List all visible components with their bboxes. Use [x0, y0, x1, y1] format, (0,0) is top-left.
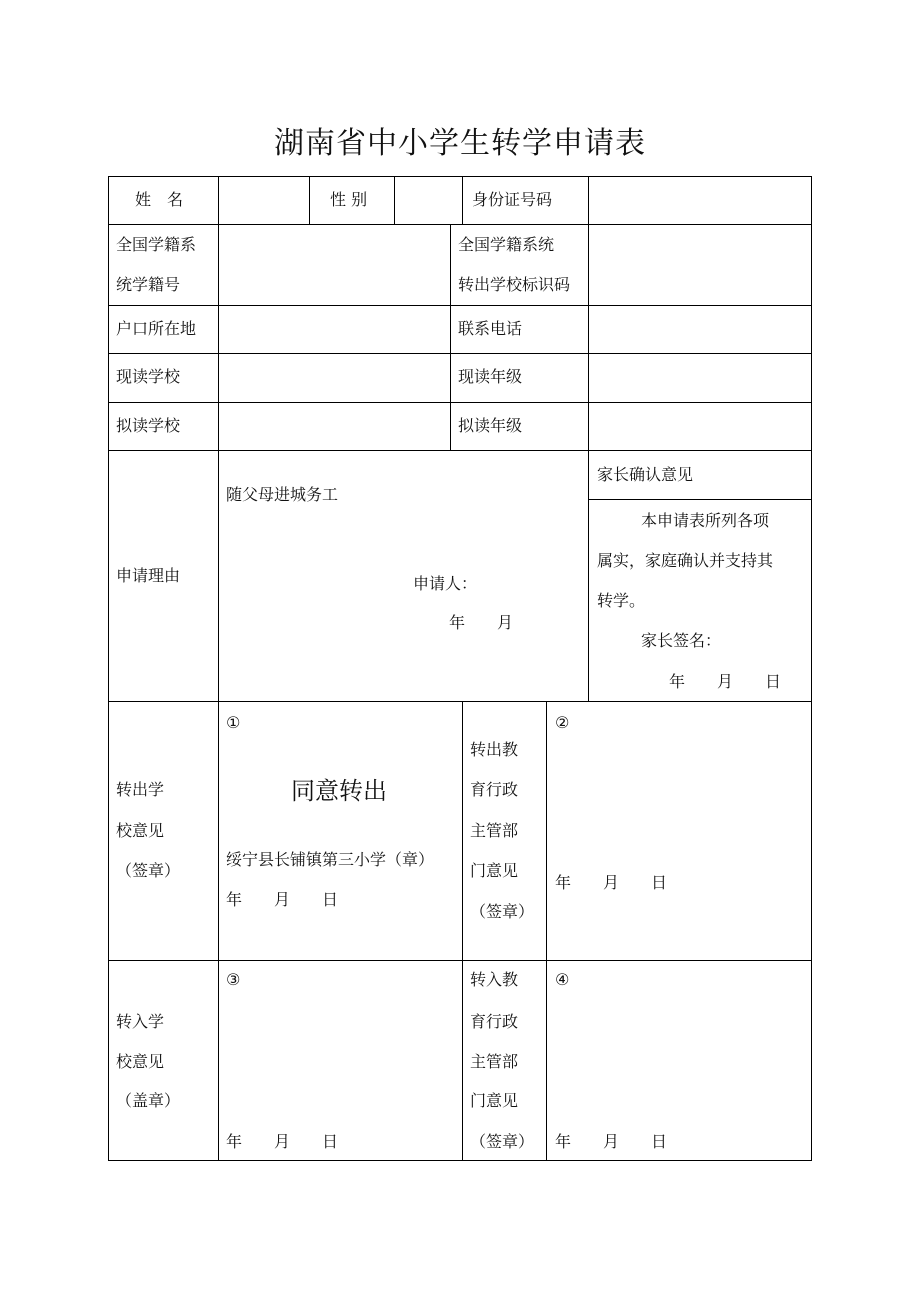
- hukou-field[interactable]: [219, 306, 450, 353]
- hukou-label: 户口所在地: [116, 319, 197, 338]
- student-registration-label: 统学籍号: [116, 275, 181, 294]
- transfer-in-school-label: 校意见: [116, 1052, 165, 1071]
- row-divider: [108, 701, 812, 702]
- gender-field[interactable]: [395, 177, 462, 224]
- student-registration-field[interactable]: [219, 225, 450, 305]
- current-grade-field[interactable]: [589, 354, 811, 402]
- current-grade-label: 现读年级: [458, 367, 523, 386]
- transfer-out-school-label: （签章）: [116, 861, 181, 880]
- transfer-out-edu-label: 转出教: [470, 740, 519, 759]
- parent-signature-label: 家长签名：: [641, 631, 722, 650]
- transfer-in-edu-label: 门意见: [470, 1091, 519, 1110]
- col-divider: [588, 450, 589, 701]
- parent-statement: 属实，家庭确认并支持其: [597, 551, 774, 570]
- current-school-field[interactable]: [219, 354, 450, 402]
- reason-label: 申请理由: [116, 566, 181, 585]
- target-school-label: 拟读学校: [116, 416, 181, 435]
- phone-label: 联系电话: [458, 319, 523, 338]
- circle-number-1: ①: [226, 713, 241, 732]
- transfer-out-school-name: 绥宁县长铺镇第三小学（章）: [226, 850, 435, 869]
- border-bottom: [108, 1160, 812, 1161]
- col-divider: [546, 701, 547, 1161]
- col-divider: [462, 701, 463, 1161]
- transfer-in-edu-date: 年 月 日: [555, 1132, 668, 1151]
- school-id-field[interactable]: [589, 225, 811, 305]
- transfer-out-opinion: 同意转出: [291, 777, 387, 805]
- current-school-label: 现读学校: [116, 367, 181, 386]
- parent-statement: 本申请表所列各项: [641, 511, 770, 530]
- transfer-in-edu-label: （签章）: [470, 1132, 535, 1151]
- transfer-out-edu-label: 主管部: [470, 821, 519, 840]
- transfer-out-edu-date: 年 月 日: [555, 873, 668, 892]
- school-id-label: 全国学籍系统: [458, 235, 555, 254]
- parent-statement: 转学。: [597, 591, 646, 610]
- transfer-out-edu-label: 育行政: [470, 780, 519, 799]
- name-label: 姓 名: [135, 190, 184, 209]
- col-divider: [462, 176, 463, 224]
- row-divider: [108, 960, 812, 961]
- transfer-in-edu-label: 育行政: [470, 1012, 519, 1031]
- id-number-field[interactable]: [589, 177, 811, 224]
- transfer-out-school-label: 校意见: [116, 821, 165, 840]
- student-registration-label: 全国学籍系: [116, 235, 197, 254]
- name-field[interactable]: [219, 177, 309, 224]
- border-right: [811, 176, 812, 1161]
- circle-number-2: ②: [555, 713, 570, 732]
- transfer-out-school-label: 转出学: [116, 780, 165, 799]
- transfer-in-school-label: （盖章）: [116, 1091, 181, 1110]
- row-divider: [108, 450, 812, 451]
- transfer-in-edu-label: 转入教: [470, 970, 519, 989]
- transfer-out-edu-label: 门意见: [470, 861, 519, 880]
- col-divider: [450, 224, 451, 450]
- id-number-label: 身份证号码: [472, 190, 553, 209]
- target-grade-label: 拟读年级: [458, 416, 523, 435]
- transfer-out-edu-label: （签章）: [470, 902, 535, 921]
- transfer-out-date: 年 月 日: [226, 890, 339, 909]
- phone-field[interactable]: [589, 306, 811, 353]
- transfer-application-form: [108, 176, 812, 1161]
- target-grade-field[interactable]: [589, 403, 811, 450]
- col-divider: [309, 176, 310, 224]
- parent-confirmation-header: 家长确认意见: [597, 465, 694, 484]
- transfer-in-school-label: 转入学: [116, 1012, 165, 1031]
- circle-number-3: ③: [226, 970, 241, 989]
- parent-header-divider: [588, 499, 812, 500]
- circle-number-4: ④: [555, 970, 570, 989]
- transfer-in-edu-label: 主管部: [470, 1052, 519, 1071]
- transfer-in-date: 年 月 日: [226, 1132, 339, 1151]
- form-title: 湖南省中小学生转学申请表: [274, 126, 646, 161]
- gender-label: 性 别: [330, 190, 368, 209]
- reason-text: 随父母进城务工: [226, 485, 339, 504]
- reason-date: 年 月: [449, 613, 514, 632]
- applicant-signature-label: 申请人：: [413, 574, 478, 593]
- border-left: [108, 176, 109, 1161]
- school-id-label: 转出学校标识码: [458, 275, 571, 294]
- parent-date: 年 月 日: [669, 672, 782, 691]
- target-school-field[interactable]: [219, 403, 450, 450]
